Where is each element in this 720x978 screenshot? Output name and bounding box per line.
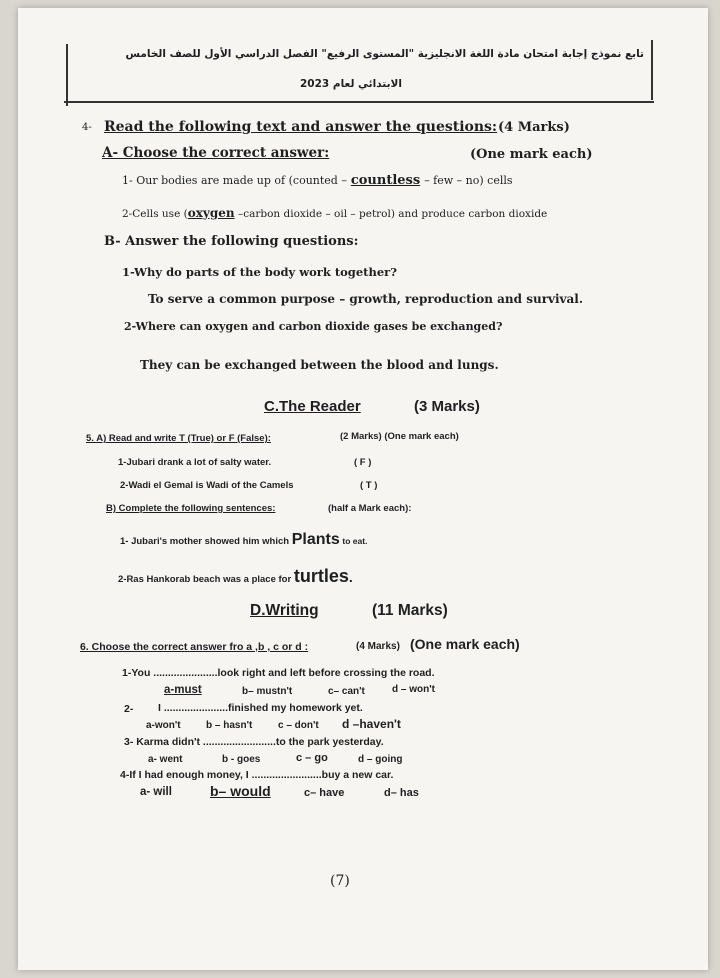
q5b-sentence-1 (120, 530, 367, 549)
q4-b1-question: 1-Why do parts of the body work together? (122, 265, 397, 279)
q5b-s1-text-after: to eat. (342, 536, 368, 546)
header-arabic-line-1: تابع نموذج إجابة امتحان مادة اللغة الانجليزية "المستوى الرفيع" الفصل الدراسي الأول للصف الخامس (125, 48, 644, 60)
q4-a2-text-after: –carbon dioxide – oil – petrol) and produce carbon dioxide (234, 208, 548, 220)
q5b-s2-answer: turtles (293, 566, 349, 586)
q6-item-2-option-c: c – don't (278, 720, 319, 731)
q6-item-3: 3- Karma didn't .........................to the park yesterday. (124, 736, 384, 748)
q6-item-3-option-a: a- went (148, 754, 183, 765)
q4-number: 4- (82, 122, 92, 133)
q4-b1-answer: To serve a common purpose – growth, reproduction and survival. (148, 292, 584, 306)
q6-item-1: 1-You ......................look right and left before crossing the road. (122, 667, 435, 679)
q5b-marks: (half a Mark each): (328, 503, 412, 514)
writing-section-title: D.Writing (250, 602, 319, 619)
q4-a2-answer: oxygen (187, 206, 235, 220)
header-left-border (66, 44, 68, 106)
q6-item-3-option-c: c – go (296, 752, 328, 764)
q4-a2-text-before: 2-Cells use ( (122, 208, 188, 220)
q4-part-a-marks: (One mark each) (470, 147, 593, 162)
q4-part-a-label: A- Choose the correct answer: (102, 145, 330, 161)
q6-item-4-option-d: d– has (384, 787, 419, 799)
q4-b2-answer: They can be exchanged between the blood and lungs. (140, 358, 499, 372)
q6-item-4: 4-If I had enough money, I ........................buy a new car. (120, 769, 394, 781)
q6-item-3-option-d: d – going (358, 754, 403, 765)
q4-a1-sentence (122, 173, 513, 189)
q5a-marks: (2 Marks) (One mark each) (340, 431, 459, 442)
q6-item-2-option-b: b – hasn't (206, 720, 253, 731)
q4-part-b-label: B- Answer the following questions: (104, 234, 359, 249)
q4-a1-text-before: 1- Our bodies are made up of (counted – (122, 174, 347, 187)
header-right-border (651, 40, 653, 100)
q6-item-4-option-a: a- will (140, 786, 172, 798)
q5a-answer-1: ( F ) (354, 457, 372, 468)
q6-marks-each: (One mark each) (410, 636, 520, 652)
reader-section-title: C.The Reader (264, 398, 361, 415)
q6-item-3-option-b: b - goes (222, 754, 261, 765)
q4-a1-answer: countless (350, 173, 421, 188)
q5b-s2-text-after: . (348, 569, 353, 585)
q6-item-1-option-c: c– can't (328, 686, 365, 697)
q4-a1-text-after: – few – no) cells (424, 174, 513, 187)
q5a-instruction: 5. A) Read and write T (True) or F (False): (86, 433, 271, 444)
q5b-s2-text-before: 2-Ras Hankorab beach was a place for (118, 574, 292, 585)
q5b-s1-answer: Plants (291, 531, 340, 548)
q6-item-4-option-c: c– have (304, 787, 345, 799)
q5a-statement-1: 1-Jubari drank a lot of salty water. (118, 457, 272, 468)
q6-item-1-option-b: b– mustn't (242, 686, 293, 697)
q4-a2-sentence (122, 206, 547, 221)
header-arabic-line-2: الابتدائي لعام 2023 (300, 78, 402, 90)
q6-item-2-option-a: a-won't (146, 720, 181, 731)
writing-section-marks: (11 Marks) (372, 602, 448, 619)
q5b-instruction: B) Complete the following sentences: (106, 503, 276, 514)
q4-marks: (4 Marks) (498, 120, 570, 135)
q6-item-2-number: 2- (124, 703, 134, 715)
q6-item-1-option-d: d – won't (392, 684, 435, 695)
q6-item-2-option-d: d –haven't (342, 717, 401, 731)
reader-section-marks: (3 Marks) (414, 398, 480, 415)
q6-item-1-option-a: a-must (164, 684, 202, 696)
header-bottom-rule (64, 101, 654, 103)
q6-marks-small: (4 Marks) (356, 641, 400, 652)
q6-item-2: I ......................finished my homework yet. (158, 702, 363, 714)
q5b-sentence-2 (118, 566, 353, 588)
page-number: (7) (330, 873, 350, 889)
q4-title: Read the following text and answer the questions: (104, 119, 498, 135)
q5b-s1-text-before: 1- Jubari's mother showed him which (120, 536, 290, 547)
q6-instruction: 6. Choose the correct answer fro a ,b , c or d : (80, 641, 309, 653)
q5a-answer-2: ( T ) (360, 480, 378, 491)
q4-b2-question: 2-Where can oxygen and carbon dioxide gases be exchanged? (124, 320, 503, 333)
q5a-statement-2: 2-Wadi el Gemal is Wadi of the Camels (120, 480, 294, 491)
q6-item-4-option-b: b– would (210, 783, 271, 799)
